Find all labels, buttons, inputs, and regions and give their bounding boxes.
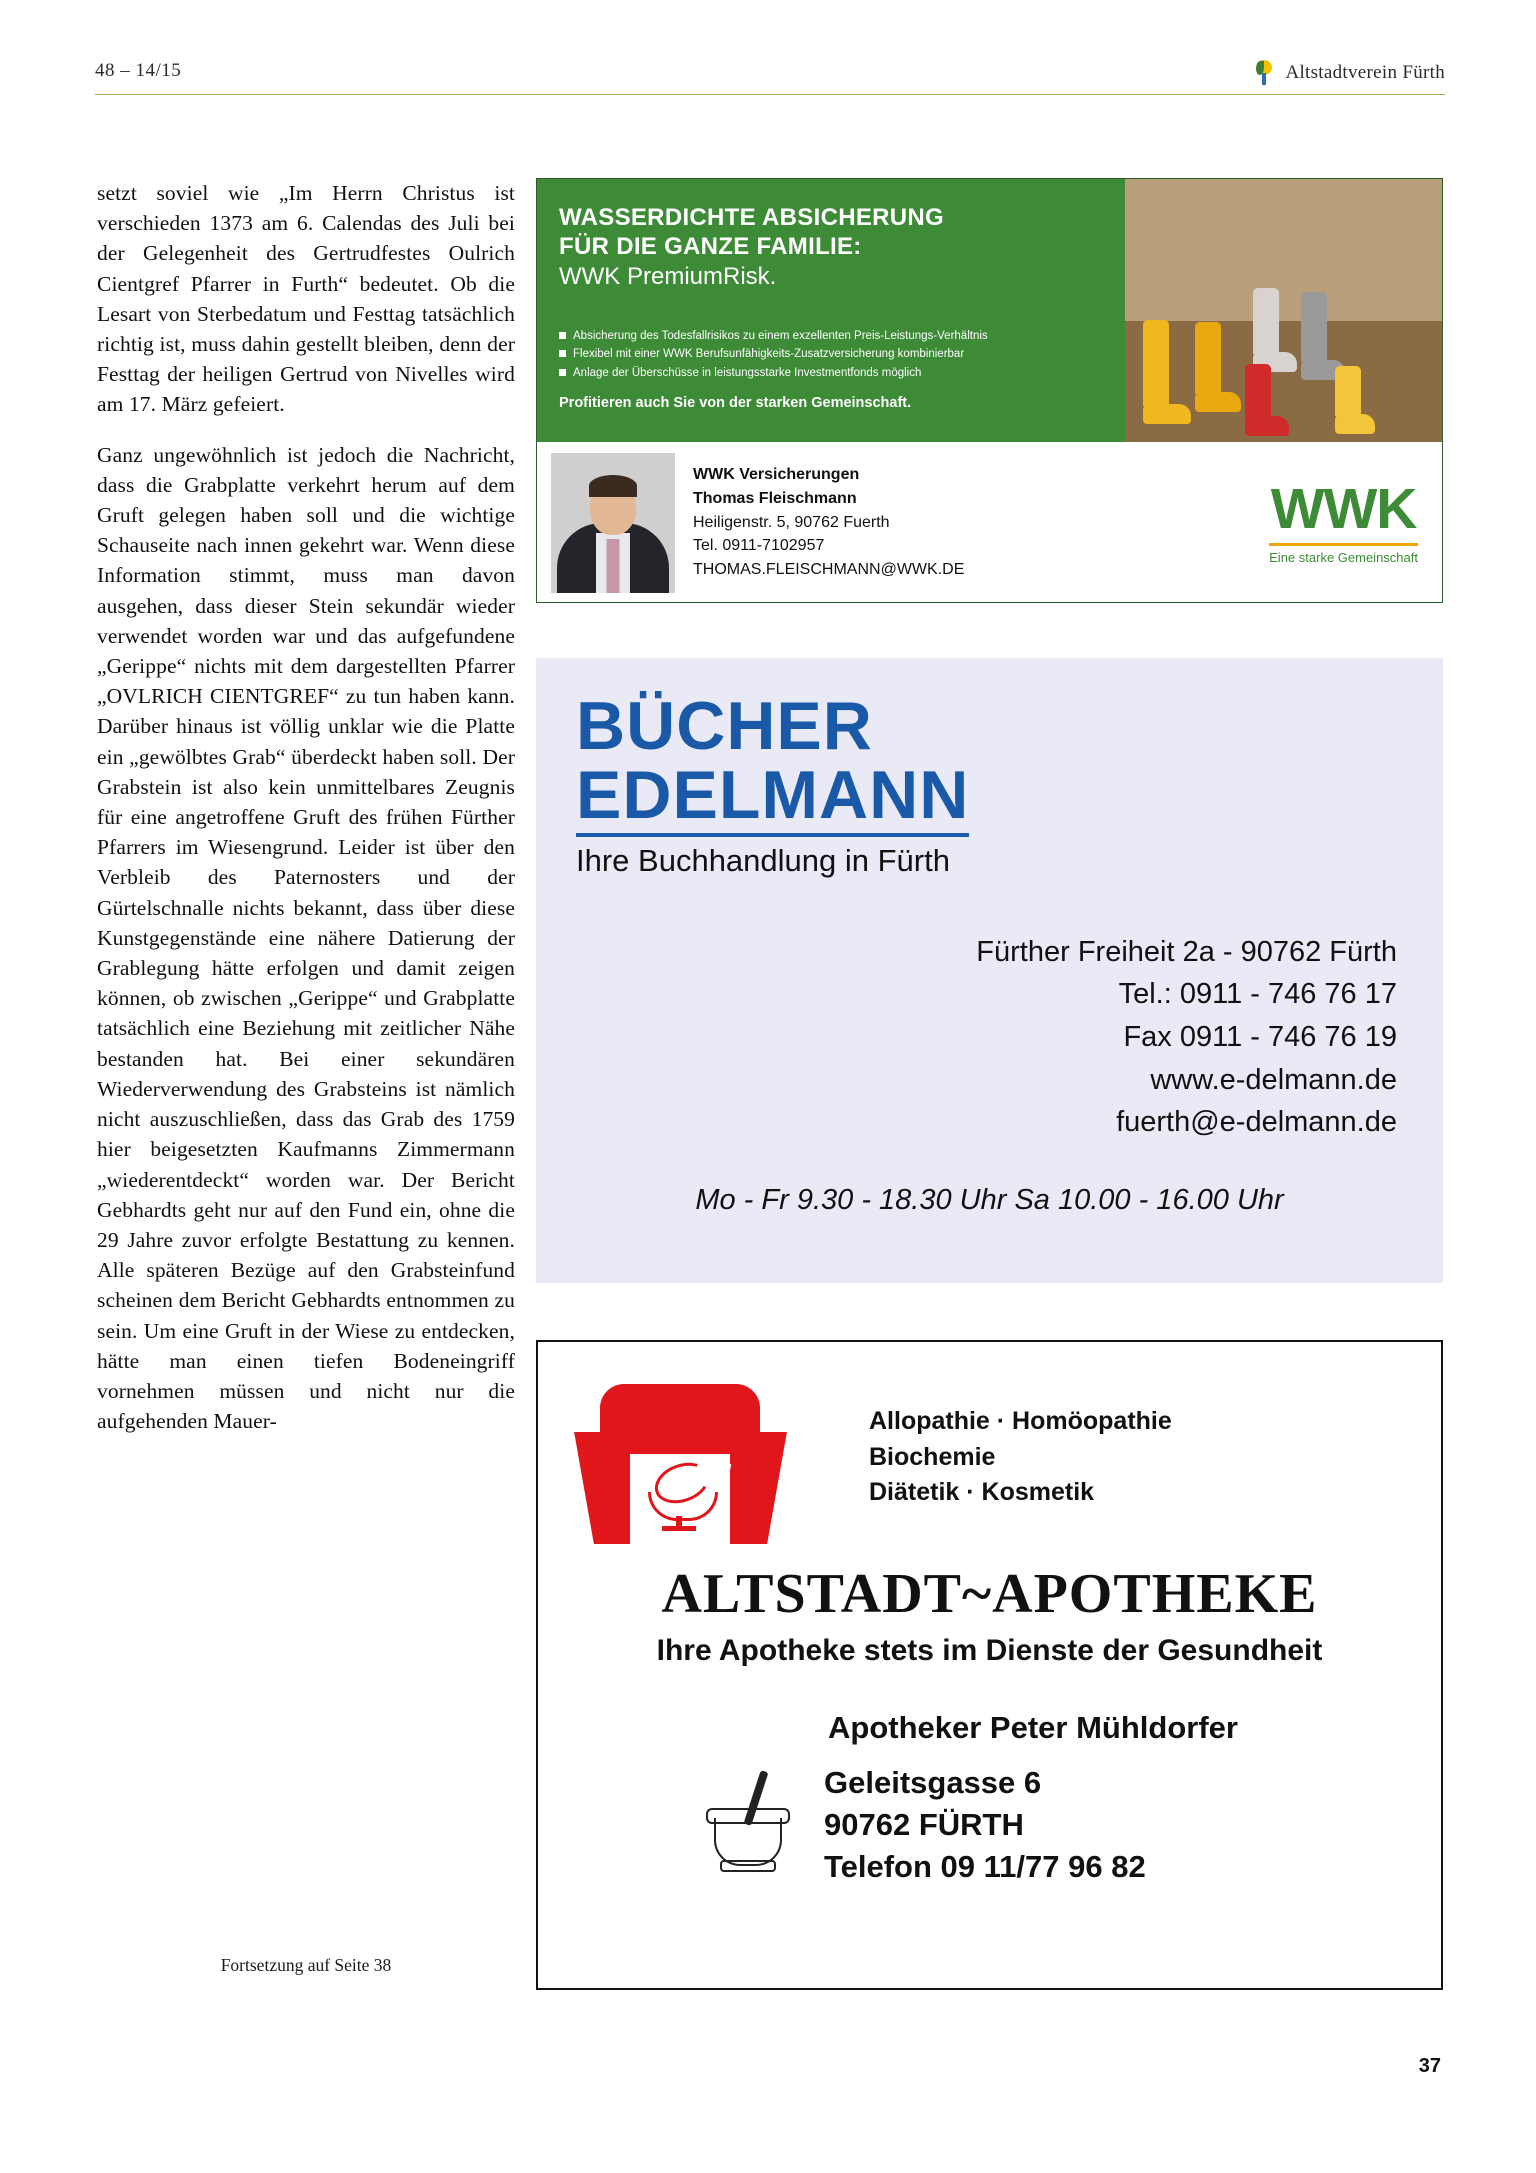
ad-wwk-headline-line3: WWK PremiumRisk. [559, 262, 777, 290]
ad-wwk-bullet-item [559, 364, 1103, 383]
ad-apotheke-category-line3: Diätetik · Kosmetik [869, 1478, 1095, 1506]
bullet-square-icon [559, 332, 566, 339]
ad-edelmann-website[interactable]: www.e-delmann.de [1150, 1063, 1397, 1096]
ad-apotheke-owner: Apotheker Peter Mühldorfer [828, 1710, 1238, 1745]
ad-wwk-bullet-text: Anlage der Überschüsse in leistungsstarke Investmentfonds möglich [573, 367, 922, 380]
ad-apotheke-top [538, 1342, 1441, 1544]
ad-edelmann-fax: Fax 0911 - 746 76 19 [1123, 1020, 1397, 1053]
ad-wwk-agent-name: Thomas Fleischmann [693, 489, 857, 507]
ad-apotheke-address-block [538, 1762, 1441, 1888]
ad-wwk-address: Heiligenstr. 5, 90762 Fuerth [693, 513, 890, 531]
ad-apotheke-claim: Ihre Apotheke stets im Dienste der Gesundheit [656, 1634, 1323, 1667]
ad-wwk-bullet-item [559, 345, 1103, 364]
pharmacy-a-logo-icon [578, 1384, 783, 1544]
ad-apotheke-categories [869, 1404, 1172, 1511]
ad-edelmann-email[interactable]: fuerth@e-delmann.de [1116, 1106, 1397, 1139]
ad-wwk-bullet-text: Flexibel mit einer WWK Berufsunfähigkeits-Zusatzversicherung kombinierbar [573, 348, 965, 361]
article-paragraph-1: setzt soviel wie „Im Herrn Christus ist verschieden 1373 am 6. Calendas des Juli bei der Gelegenheit des Gertrudfestes Oulrich Cientgref Pfarrer in Furth“ bedeutet. Ob die Lesart von Sterbedatum und Festtag tatsächlich richtig ist, muss dahin gestellt bleiben, denn der Festtag der heiligen Gertrud von Nivelles wird am 17. März gefeiert. [97, 181, 515, 417]
article-paragraph-2: Ganz ungewöhnlich ist jedoch die Nachricht, dass die Grabplatte verkehrt herum auf dem Gruft gelegen haben soll und die wichtige Schauseite nach innen gekehrt war. Wenn diese Information stimmt, muss man davon ausgehen, dass dieser Stein sekundär wieder verwendet worden war und das aufgefundene „Gerippe“ nichts mit dem dargestellten Pfarrer „OVLRICH CIENTGREF“ zu tun haben kann. Darüber hinaus ist völlig unklar wie die Platte ein „gewölbtes Grab“ überdeckt haben soll. Der Grabstein ist also kein unmittelbares Zeugnis für eine angetroffene Gruft des frühen Fürther Pfarrers im Wiesengrund. Leider ist über den Verbleib des Paternosters und der Gürtelschnalle nichts bekannt, dass über diese Kunstgegenstände eine nähere Datierung der Grablegung hätte erfolgen und damit zeigen können, ob zwischen „Gerippe“ und Grabplatte tatsächlich eine Beziehung mit zeitlicher Nähe bestanden hat. Bei einer sekundären Wiederverwendung des Grabsteins ist nämlich nicht auszuschließen, dass das Grab des 1759 hier beigesetzten Kaufmanns Zimmermann „wiederentdeckt“ worden war. Der Bericht Gebhardts geht nur auf den Fund ein, ohne die 29 Jahre zuvor erfolgte Bestattung zu kennen. Alle späteren Bezüge auf den Grabsteinfund scheinen dem Bericht Gebhardts entnommen zu sein. Um eine Gruft in der Wiese zu entdecken, hätte man einen tiefen Bodeneingriff vornehmen müssen und nicht nur die aufgehenden Mauer- [97, 442, 515, 1434]
ad-wwk-bullet-item [559, 327, 1103, 346]
ad-wwk-logo [1269, 476, 1418, 565]
ad-wwk-phone: Tel. 0911-7102957 [693, 537, 825, 555]
ad-apotheke-address-text [824, 1762, 1146, 1888]
folio-text: 48 – 14/15 [95, 60, 182, 81]
ad-edelmann-tagline: Ihre Buchhandlung in Fürth [576, 842, 950, 878]
ad-apotheke-street: Geleitsgasse 6 [824, 1765, 1042, 1800]
ad-wwk-logo-rule [1269, 543, 1418, 546]
ad-wwk-email[interactable]: THOMAS.FLEISCHMANN@WWK.DE [693, 561, 965, 578]
ad-edelmann-phone: Tel.: 0911 - 746 76 17 [1118, 978, 1397, 1011]
ad-apotheke-category-line1: Allopathie · Homöopathie [869, 1407, 1172, 1435]
article-text-column [97, 178, 515, 1436]
ad-apotheke-category-line2: Biochemie [869, 1442, 996, 1471]
ad-wwk-contact-panel [537, 442, 1443, 603]
bullet-square-icon [559, 369, 566, 376]
ad-wwk-logo-text: WWK [1270, 476, 1417, 541]
page-header [95, 60, 1445, 95]
tree-logo-icon [1253, 60, 1275, 86]
ad-wwk[interactable] [536, 178, 1443, 603]
ad-edelmann-contact [576, 931, 1403, 1144]
ad-wwk-bullet-text: Absicherung des Todesfallrisikos zu einem exzellenten Preis-Leistungs-Verhältnis [573, 329, 988, 342]
agent-portrait-photo [551, 453, 675, 593]
page-number: 37 [1418, 2055, 1441, 2077]
ad-edelmann-address: Fürther Freiheit 2a - 90762 Fürth [976, 935, 1397, 968]
ad-wwk-contact-details [693, 463, 964, 581]
ad-wwk-company: WWK Versicherungen [693, 466, 860, 484]
ad-wwk-logo-claim: Eine starke Gemeinschaft [1269, 549, 1418, 565]
bullet-square-icon [559, 350, 566, 357]
ad-wwk-profit-line: Profitieren auch Sie von der starken Gemeinschaft. [559, 394, 912, 411]
ad-apotheke-phone: Telefon 09 11/77 96 82 [824, 1849, 1146, 1885]
masthead-label: Altstadtverein Fürth [1285, 62, 1445, 83]
ad-apotheke-city: 90762 FÜRTH [824, 1807, 1024, 1843]
ad-edelmann-line1: BÜCHER [576, 688, 873, 764]
mortar-and-pestle-icon [698, 1768, 794, 1872]
ad-edelmann-line2: EDELMANN [576, 761, 969, 836]
ad-wwk-headline-line1: WASSERDICHTE ABSICHERUNG [559, 204, 945, 231]
ad-wwk-headline-line2: FÜR DIE GANZE FAMILIE: [559, 233, 862, 261]
ad-buecher-edelmann[interactable] [536, 658, 1443, 1283]
masthead [1253, 60, 1445, 86]
ad-edelmann-opening-hours: Mo - Fr 9.30 - 18.30 Uhr Sa 10.00 - 16.00 Uhr [695, 1183, 1284, 1216]
ad-altstadt-apotheke[interactable] [536, 1340, 1443, 1990]
rubber-boots-photo [1125, 179, 1443, 442]
ad-wwk-top [537, 179, 1443, 442]
ad-wwk-headline [559, 203, 1103, 291]
continuation-note: Fortsetzung auf Seite 38 [220, 1955, 392, 1975]
ad-wwk-headline-panel [537, 179, 1125, 442]
ad-wwk-bullet-list [559, 327, 1103, 383]
ad-apotheke-name: ALTSTADT~APOTHEKE [661, 1563, 1318, 1625]
